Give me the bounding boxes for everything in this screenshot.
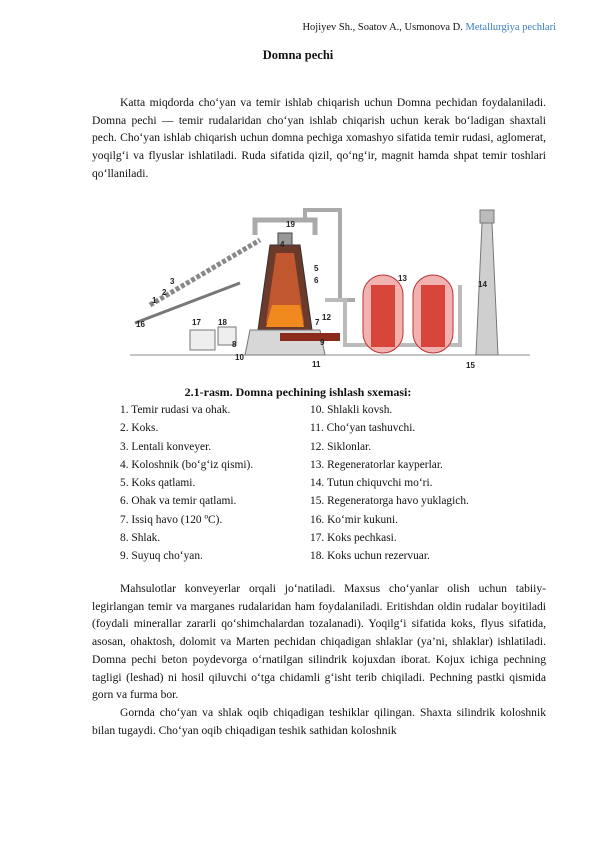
legend-item: 3. Lentali konveyer. bbox=[120, 440, 212, 453]
label-15: 15 bbox=[466, 361, 475, 370]
legend-item: 15. Regeneratorga havo yuklagich. bbox=[310, 495, 469, 508]
label-19: 19 bbox=[286, 220, 295, 229]
legend-item: 10. Shlakli kovsh. bbox=[310, 404, 393, 416]
label-18: 18 bbox=[218, 318, 227, 327]
intro-paragraph-text: Katta miqdorda cho‘yan va temir ishlab chiqarish uchun Domna pechidan foydalaniladi. Domna pechi — temir rudalaridan cho‘yan ishlab chiqarish uchun kerak bo‘ladigan shaxtali pech. Cho‘yan ishlab chiqarish uchun domna pechiga xomashyo sifatida temir rudasi, aglomerat, yoqilg‘i va flyuslar ishlatiladi. Ruda sifatida qizil, qo‘ng‘ir, magnit hamda shpat temir toshlari qo‘llaniladi. bbox=[92, 96, 546, 180]
legend-item: 16. Ko‘mir kukuni. bbox=[310, 513, 398, 526]
label-3: 3 bbox=[170, 277, 175, 286]
running-header bbox=[302, 22, 556, 33]
chimney bbox=[476, 223, 498, 355]
continuation-paragraph-text: Gornda cho‘yan va shlak oqib chiqadigan teshiklar qilingan. Shaxta silindrik koloshnik bilan tugaydi. Cho‘yan oqib chiqadigan teshik sathidan koloshnik bbox=[92, 705, 546, 737]
figure-legend bbox=[120, 401, 540, 566]
legend-item: 2. Koks. bbox=[120, 422, 159, 435]
legend-item: 6. Ohak va temir qatlami. bbox=[120, 495, 237, 508]
label-16: 16 bbox=[136, 320, 145, 329]
label-5: 5 bbox=[314, 264, 319, 273]
regenerator-2-core bbox=[421, 285, 445, 347]
label-12: 12 bbox=[322, 313, 331, 322]
body-paragraph-text: Mahsulotlar konveyerlar orqali jo‘natiladi. Maxsus cho‘yanlar olish uchun tabiiy-legirlangan temir va marganes rudalaridan ham foydalaniladi. Eritishdan oldin rudalar boyitiladi (foydali minerallar zararli qo‘shimchalardan tozalanadi). Yoqilg‘i sifatida koks, flyus sifatida, asosan, ohaktosh, dolomit va Marten pechidan chiqadigan shlaklar (ya’ni, shlaklar) ishlatiladi. Domna pechi beton poydevorga o‘rnatilgan silindrik kojuxdan iborat. Kojux ichiga pechning tagligi (leshad) ni hosil qiluvchi o‘tga chidamli g‘isht terib chiqiladi. Pechning pastki qismida gorn va furma bor. bbox=[92, 582, 546, 702]
header-authors: Hojiyev Sh., Soatov A., Usmonova D. bbox=[302, 22, 463, 33]
label-14: 14 bbox=[478, 280, 487, 289]
label-10: 10 bbox=[235, 353, 244, 362]
legend-item: 1. Temir rudasi va ohak. bbox=[120, 404, 231, 416]
legend-item: 5. Koks qatlami. bbox=[120, 477, 196, 490]
legend-item: 8. Shlak. bbox=[120, 532, 161, 545]
blast-furnace-svg bbox=[130, 205, 530, 375]
legend-item: 18. Koks uchun rezervuar. bbox=[310, 550, 430, 563]
legend-item: 4. Koloshnik (bo‘g‘iz qismi). bbox=[120, 458, 254, 471]
legend-item: 17. Koks pechkasi. bbox=[310, 532, 397, 545]
header-book-title: Metallurgiya pechlari bbox=[465, 22, 556, 33]
label-7: 7 bbox=[315, 318, 320, 327]
intro-paragraph bbox=[92, 94, 546, 183]
coke-oven bbox=[190, 330, 215, 350]
section-title: Domna pechi bbox=[262, 48, 334, 62]
label-6: 6 bbox=[314, 276, 319, 285]
label-17: 17 bbox=[192, 318, 201, 327]
legend-item: 13. Regeneratorlar kayperlar. bbox=[310, 458, 443, 471]
blast-furnace-diagram bbox=[130, 205, 530, 375]
label-9: 9 bbox=[320, 338, 325, 347]
figure-caption: 2.1-rasm. Domna pechining ishlash sxemasi: bbox=[184, 385, 412, 399]
regenerator-1-core bbox=[371, 285, 395, 347]
furnace-hearth bbox=[266, 305, 304, 327]
legend-item: 11. Cho‘yan tashuvchi. bbox=[310, 422, 416, 435]
legend-item: 14. Tutun chiquvchi mo‘ri. bbox=[310, 477, 433, 490]
label-8: 8 bbox=[232, 340, 237, 349]
iron-runner bbox=[280, 333, 340, 341]
legend-item: 9. Suyuq cho‘yan. bbox=[120, 550, 203, 563]
label-11: 11 bbox=[312, 360, 321, 369]
label-2: 2 bbox=[162, 288, 167, 297]
label-4: 4 bbox=[280, 240, 285, 249]
legend-item: 12. Siklonlar. bbox=[310, 440, 372, 453]
body-paragraph bbox=[92, 580, 546, 739]
legend-item: 7. Issiq havo (120 ºC). bbox=[120, 513, 223, 526]
label-13: 13 bbox=[398, 274, 407, 283]
label-1: 1 bbox=[152, 296, 157, 305]
chimney-top bbox=[480, 210, 494, 223]
